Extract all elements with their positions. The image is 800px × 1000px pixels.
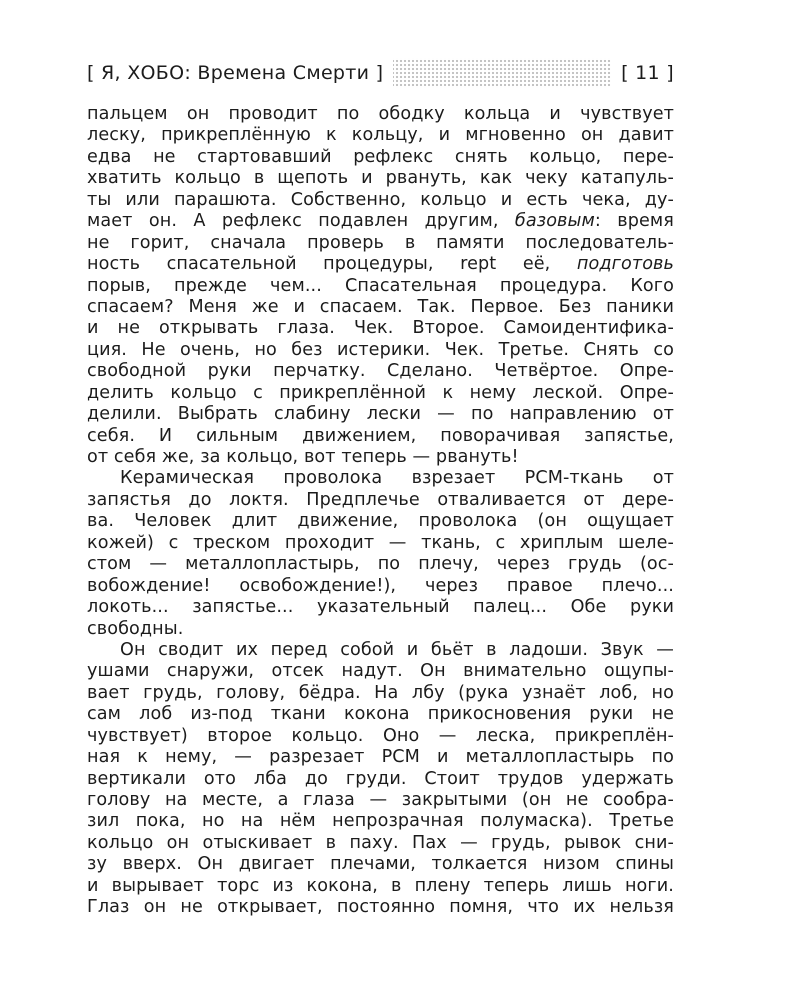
text-line: ты или парашюта. Собственно, кольцо и есть чека, ду- — [87, 189, 674, 210]
text-line: свободны. — [87, 618, 184, 639]
text-line: Глаз он не открывает, постоянно помня, что их нельзя — [87, 897, 674, 918]
text-line: и не открывать глаза. Чек. Второе. Самоидентифика- — [87, 318, 674, 339]
running-title: [ Я, ХОБО: Времена Смерти ] — [87, 58, 393, 88]
text-run: ность спасательной процедуры, rept её, — [87, 254, 577, 275]
text-line: сам лоб из-под ткани кокона прикосновения руки не — [87, 704, 674, 725]
text-line: локоть... запястье... указательный палец... Обе руки — [87, 597, 674, 618]
text-line: ушами снаружи, отсек надут. Он внимательно ощупы- — [87, 661, 674, 682]
text-run: : время — [594, 211, 674, 232]
emphasis: базовым — [514, 211, 595, 232]
text-line: едва не стартовавший рефлекс снять кольцо, пере- — [87, 146, 674, 167]
text-line: хватить кольцо в щепоть и рвануть, как чеку катапуль- — [87, 168, 674, 189]
text-line: делили. Выбрать слабину лески — по направлению от — [87, 404, 674, 425]
text-line: себя. И сильным движением, поворачивая запястье, — [87, 425, 674, 446]
text-line: запястья до локтя. Предплечье отваливается от дере- — [87, 489, 674, 510]
text-line: спасаем? Меня же и спасаем. Так. Первое. Без паники — [87, 296, 674, 317]
text-line: вобождение! освобождение!), через правое плечо... — [87, 575, 674, 596]
emphasis: подготовь — [576, 254, 674, 275]
text-line: Он сводит их перед собой и бьёт в ладоши. Звук — — [120, 639, 674, 660]
text-line: голову на месте, а глаза — закрытыми (он не сообра- — [87, 790, 674, 810]
text-line: не горит, сначала проверь в памяти последователь- — [87, 232, 674, 253]
body-text — [87, 104, 674, 919]
text-line: стом — металлопластырь, по плечу, через грудь (ос- — [87, 554, 674, 575]
text-line: вертикали ото лба до груди. Стоит трудов удержать — [87, 768, 674, 789]
text-line: зу вверх. Он двигает плечами, толкается низом спины — [87, 854, 674, 875]
text-line: пальцем он проводит по ободку кольца и чувствует — [87, 104, 674, 124]
text-line: свободной руки перчатку. Сделано. Четвёртое. Опре- — [87, 361, 674, 382]
text-line: от себя же, за кольцо, вот теперь — рвануть! — [87, 447, 519, 467]
text-line: кольцо он отыскивает в паху. Пах — грудь, рывок сни- — [87, 832, 674, 853]
text-run: мает он. А рефлекс подавлен другим, — [87, 211, 515, 232]
text-line — [87, 211, 674, 232]
text-line: ва. Человек длит движение, проволока (он ощущает — [87, 511, 674, 532]
text-line: зил пока, но на нём непрозрачная полумаска). Третье — [87, 811, 674, 832]
text-line: Керамическая проволока взрезает РСМ-ткань от — [120, 468, 674, 489]
text-line: чувствует) второе кольцо. Оно — леска, прикреплён- — [87, 725, 674, 746]
text-line: ция. Не очень, но без истерики. Чек. Третье. Снять со — [87, 339, 674, 360]
text-line: кожей) с треском проходит — ткань, с хриплым шеле- — [87, 532, 674, 553]
text-line — [87, 254, 674, 275]
text-line: и вырывает торс из кокона, в плену теперь лишь ноги. — [87, 875, 674, 896]
text-line: вает грудь, голову, бёдра. На лбу (рука узнаёт лоб, но — [87, 682, 674, 703]
text-line: делить кольцо с прикреплённой к нему леской. Опре- — [87, 382, 674, 403]
text-line: порыв, прежде чем... Спасательная процедура. Кого — [87, 275, 674, 296]
running-header — [87, 58, 674, 88]
text-line: ная к нему, — разрезает РСМ и металлопластырь по — [87, 747, 674, 768]
text-line: леску, прикреплённую к кольцу, и мгновенно он давит — [87, 125, 674, 146]
page-number: [ 11 ] — [611, 58, 674, 88]
